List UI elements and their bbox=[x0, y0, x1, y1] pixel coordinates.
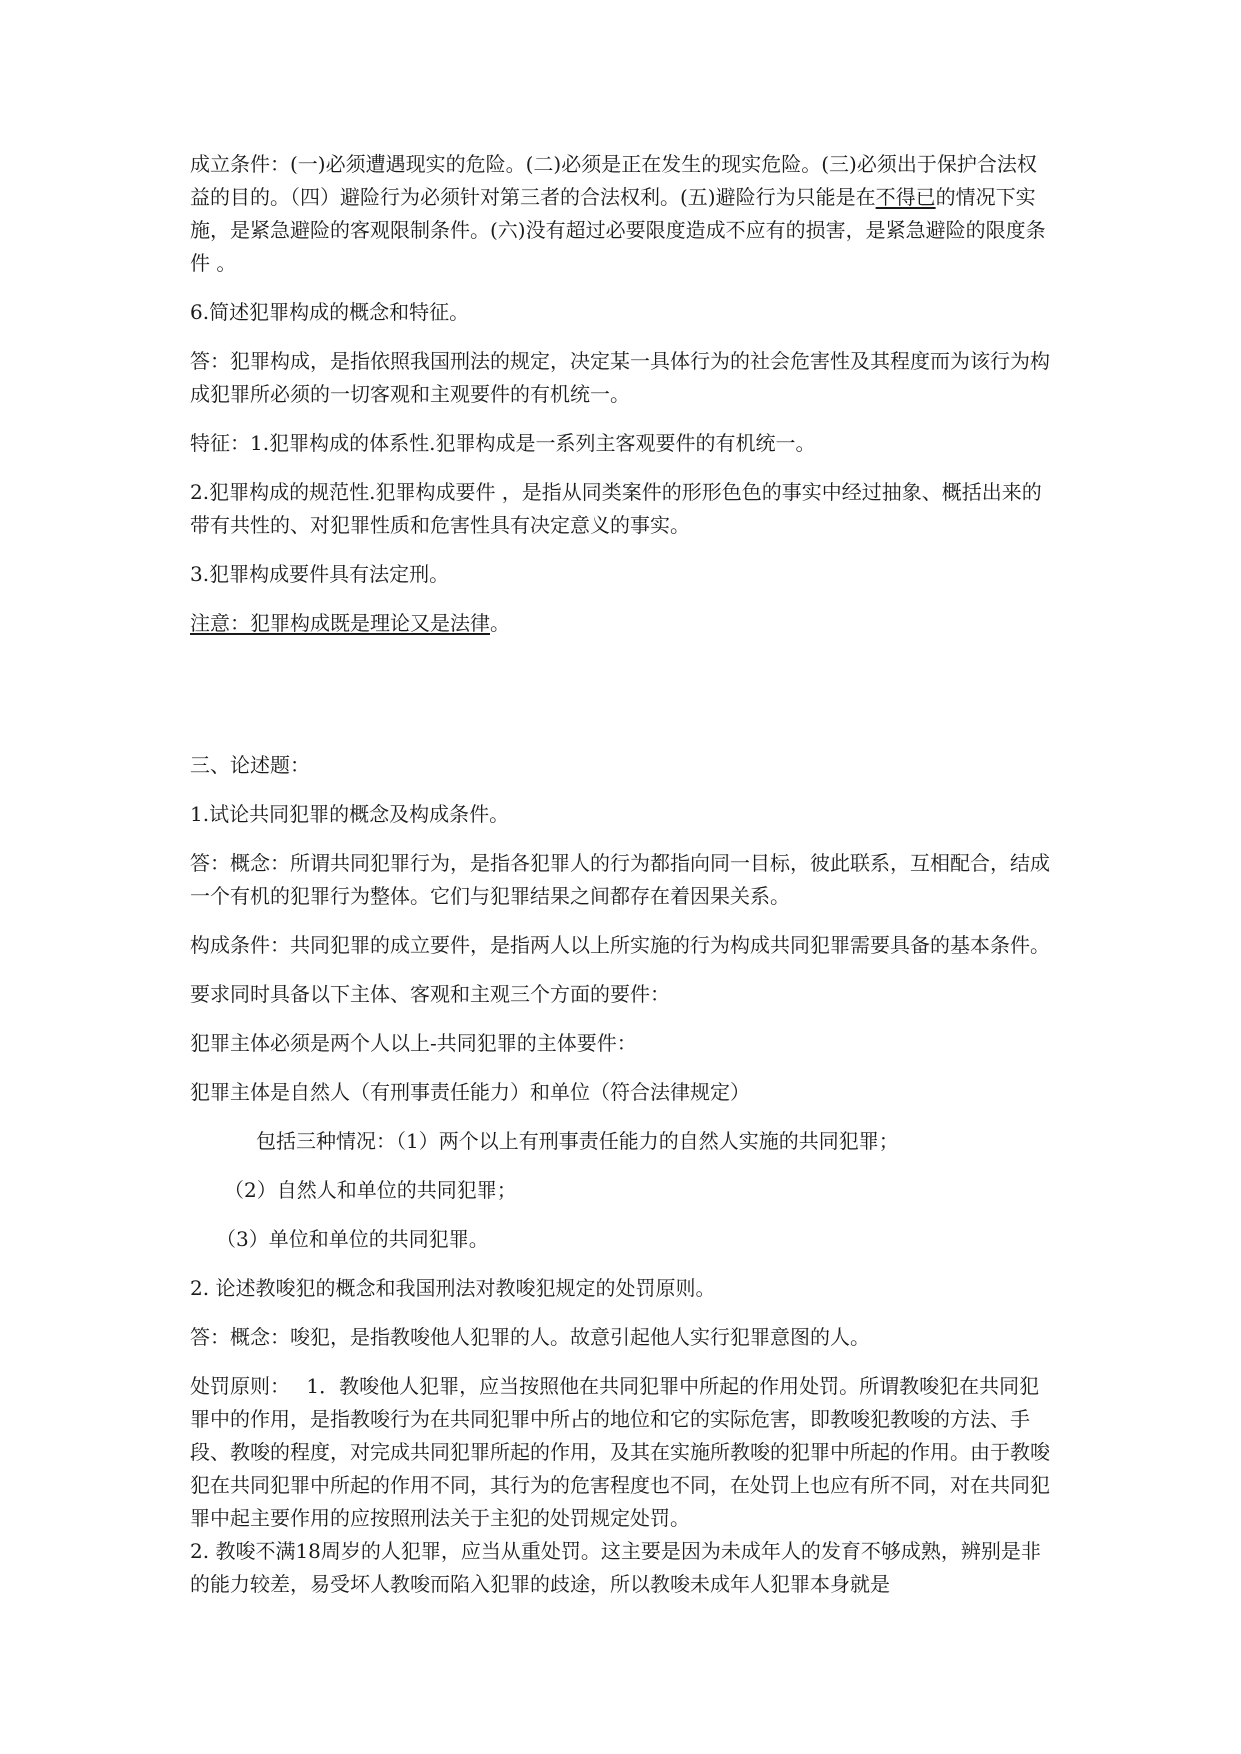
underlined-note: 注意：犯罪构成既是理论又是法律 bbox=[190, 611, 490, 635]
section-heading-essay: 三、论述题： bbox=[190, 753, 310, 777]
case-list-item-2: （2）自然人和单位的共同犯罪； bbox=[224, 1178, 517, 1202]
document-page bbox=[190, 148, 1052, 1601]
answer-concept: 答：概念：所谓共同犯罪行为，是指各犯罪人的行为都指向同一目标，彼此联系，互相配合，结成一个有机的犯罪行为整体。它们与犯罪结果之间都存在着因果关系。 bbox=[190, 851, 1050, 908]
feature-item-1: 特征：1.犯罪构成的体系性.犯罪构成是一系列主客观要件的有机统一。 bbox=[190, 431, 816, 455]
text-run: 成立条件：(一)必须遭遇现实的危险。(二)必须是正在发生的现实危险。(三)必须出于保护合法权益的目的。（四）避险行为必须针对第三者的合法权利。(五)避险行为只能是在 bbox=[190, 152, 1037, 209]
question-1-heading: 1.试论共同犯罪的概念及构成条件。 bbox=[190, 802, 510, 826]
answer-conditions: 构成条件：共同犯罪的成立要件，是指两人以上所实施的行为构成共同犯罪需要具备的基本条件。 bbox=[190, 933, 1050, 957]
question-2-heading: 2. 论述教唆犯的概念和我国刑法对教唆犯规定的处罚原则。 bbox=[190, 1276, 716, 1300]
paragraph-necessity-conditions bbox=[190, 148, 1052, 280]
question-6-heading: 6.简述犯罪构成的概念和特征。 bbox=[190, 300, 470, 324]
feature-item-2: 2.犯罪构成的规范性.犯罪构成要件 ，是指从同类案件的形形色色的事实中经过抽象、概括出来的带有共性的、对犯罪性质和危害性具有决定意义的事实。 bbox=[190, 480, 1042, 537]
answer-subject: 犯罪主体必须是两个人以上-共同犯罪的主体要件： bbox=[190, 1031, 637, 1055]
feature-item-3: 3.犯罪构成要件具有法定刑。 bbox=[190, 562, 450, 586]
text-run: 的情况下实施，是紧急避险的客观限制条件。(六)没有超过必要限度造成不应有的损害，是紧急避险的限度条件 。 bbox=[190, 185, 1046, 275]
note-paragraph bbox=[190, 607, 1052, 640]
answer-requirements: 要求同时具备以下主体、客观和主观三个方面的要件： bbox=[190, 982, 670, 1006]
answer-paragraph: 答：犯罪构成，是指依照我国刑法的规定，决定某一具体行为的社会危害性及其程度而为该行为构成犯罪所必须的一切客观和主观要件的有机统一。 bbox=[190, 349, 1050, 406]
punishment-principle-2: 2. 教唆不满18周岁的人犯罪，应当从重处罚。这主要是因为未成年人的发育不够成熟，辨别是非的能力较差，易受坏人教唆而陷入犯罪的歧途，所以教唆未成年人犯罪本身就是 bbox=[190, 1539, 1041, 1596]
answer-subject-types: 犯罪主体是自然人（有刑事责任能力）和单位（符合法律规定） bbox=[190, 1080, 750, 1104]
case-list-item-3: （3）单位和单位的共同犯罪。 bbox=[216, 1227, 489, 1251]
case-list-item-1: 包括三种情况：（1）两个以上有刑事责任能力的自然人实施的共同犯罪； bbox=[256, 1129, 899, 1153]
underlined-text: 不得已 bbox=[875, 185, 936, 209]
text-run: 。 bbox=[490, 611, 510, 635]
punishment-principle-1: 处罚原则： 1．教唆他人犯罪，应当按照他在共同犯罪中所起的作用处罚。所谓教唆犯在共同犯罪中的作用，是指教唆行为在共同犯罪中所占的地位和它的实际危害，即教唆犯教唆的方法、手段、教唆的程度，对完成共同犯罪所起的作用，及其在实施所教唆的犯罪中所起的作用。由于教唆犯在共同犯罪中所起的作用不同，其行为的危害程度也不同，在处罚上也应有所不同，对在共同犯罪中起主要作用的应按照刑法关于主犯的处罚规定处罚。 bbox=[190, 1374, 1050, 1530]
answer-instigator-concept: 答：概念：唆犯，是指教唆他人犯罪的人。故意引起他人实行犯罪意图的人。 bbox=[190, 1325, 870, 1349]
